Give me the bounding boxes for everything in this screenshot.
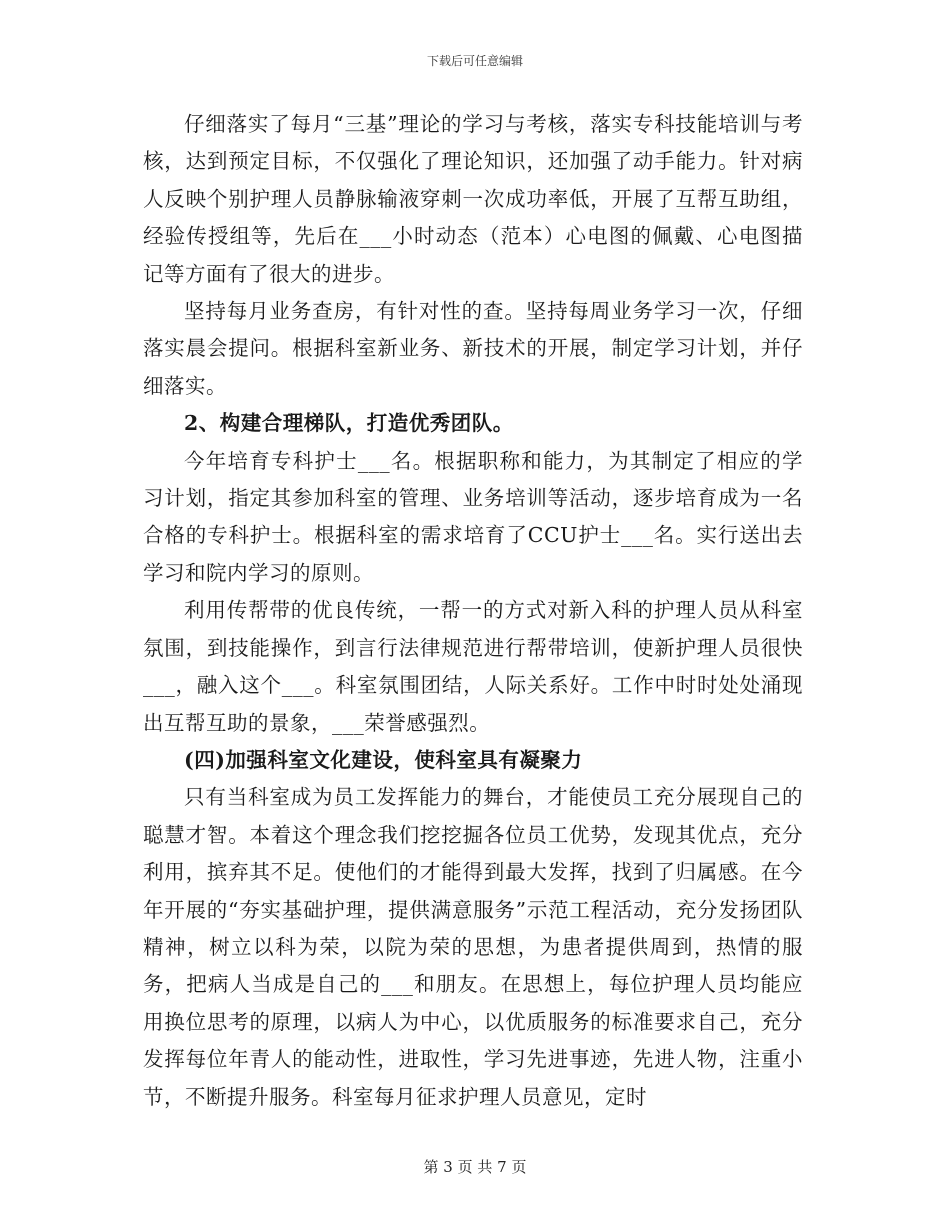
- paragraph-culture: 只有当科室成为员工发挥能力的舞台，才能使员工充分展现自己的聪慧才智。本着这个理念我们挖挖掘各位员工优势，发现其优点，充分利用，摈弃其不足。使他们的才能得到最大发挥，找到了归属感。在今年开展的“夯实基础护理，提供满意服务”示范工程活动，充分发扬团队精神，树立以科为荣，以院为荣的思想，为患者提供周到，热情的服务，把病人当成是自己的___和朋友。在思想上，每位护理人员均能应用换位思考的原理，以病人为中心，以优质服务的标准要求自己，充分发挥每位年青人的能动性，进取性，学习先进事迹，先进人物，注重小节，不断提升服务。科室每月征求护理人员意见，定时: [143, 785, 803, 1109]
- paragraph-training: 仔细落实了每月“三基”理论的学习与考核，落实专科技能培训与考核，达到预定目标，不仅强化了理论知识，还加强了动手能力。针对病人反映个别护理人员静脉输液穿刺一次成功率低，开展了互帮互助组，经验传授组等，先后在___小时动态（范本）心电图的佩戴、心电图描记等方面有了很大的进步。: [143, 112, 803, 286]
- document-body: [143, 106, 803, 1116]
- page-footer-number: 第 3 页 共 7 页: [423, 1158, 527, 1176]
- paragraph-specialist-nurses: 今年培育专科护士___名。根据职称和能力，为其制定了相应的学习计划，指定其参加科室的管理、业务培训等活动，逐步培育成为一名合格的专科护士。根据科室的需求培育了CCU护士___名。实行送出去学习和院内学习的原则。: [143, 448, 803, 585]
- section-heading-culture: (四)加强科室文化建设，使科室具有凝聚力: [184, 747, 583, 772]
- section-heading-team: 2、构建合理梯队，打造优秀团队。: [184, 411, 514, 436]
- paragraph-mentoring: 利用传帮带的优良传统，一帮一的方式对新入科的护理人员从科室氛围，到技能操作，到言行法律规范进行帮带培训，使新护理人员很快___，融入这个___。科室氛围团结，人际关系好。工作中时时处处涌现出互帮互助的景象，___荣誉感强烈。: [143, 598, 803, 735]
- page-header-note: 下载后可任意编辑: [426, 54, 523, 68]
- paragraph-ward-rounds: 坚持每月业务查房，有针对性的查。坚持每周业务学习一次，仔细落实晨会提问。根据科室新业务、新技术的开展，制定学习计划，并仔细落实。: [143, 299, 803, 398]
